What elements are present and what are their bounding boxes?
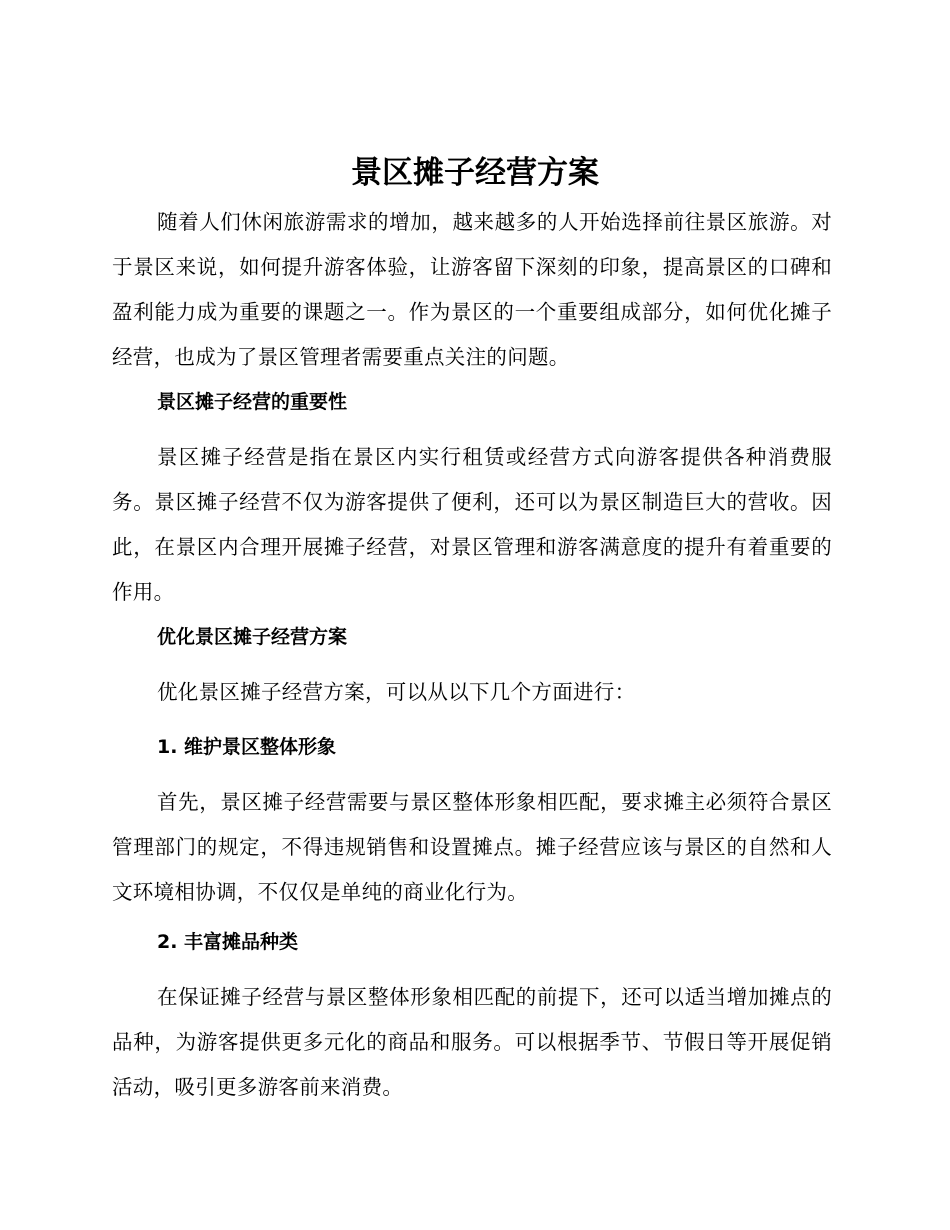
section-paragraph-variety: 在保证摊子经营与景区整体形象相匹配的前提下，还可以适当增加摊点的品种，为游客提供更多元化的商品和服务。可以根据季节、节假日等开展促销活动，吸引更多游客前来消费。 bbox=[112, 985, 832, 1099]
section-heading-optimize: 优化景区摊子经营方案 bbox=[157, 626, 348, 648]
section-heading-variety: 2. 丰富摊品种类 bbox=[157, 931, 299, 953]
section-heading-importance: 景区摊子经营的重要性 bbox=[157, 391, 348, 413]
intro-paragraph: 随着人们休闲旅游需求的增加，越来越多的人开始选择前往景区旅游。对于景区来说，如何提升游客体验，让游客留下深刻的印象，提高景区的口碑和盈利能力成为重要的课题之一。作为景区的一个重要组成部分，如何优化摊子经营，也成为了景区管理者需要重点关注的问题。 bbox=[112, 210, 832, 369]
section-paragraph-optimize: 优化景区摊子经营方案，可以从以下几个方面进行： bbox=[157, 680, 636, 704]
section-heading-image: 1. 维护景区整体形象 bbox=[157, 736, 337, 758]
document-title: 景区摊子经营方案 bbox=[351, 155, 599, 191]
section-paragraph-importance: 景区摊子经营是指在景区内实行租赁或经营方式向游客提供各种消费服务。景区摊子经营不仅为游客提供了便利，还可以为景区制造巨大的营收。因此，在景区内合理开展摊子经营，对景区管理和游客满意度的提升有着重要的作用。 bbox=[112, 445, 832, 604]
section-paragraph-image: 首先，景区摊子经营需要与景区整体形象相匹配，要求摊主必须符合景区管理部门的规定，不得违规销售和设置摊点。摊子经营应该与景区的自然和人文环境相协调，不仅仅是单纯的商业化行为。 bbox=[112, 790, 832, 904]
